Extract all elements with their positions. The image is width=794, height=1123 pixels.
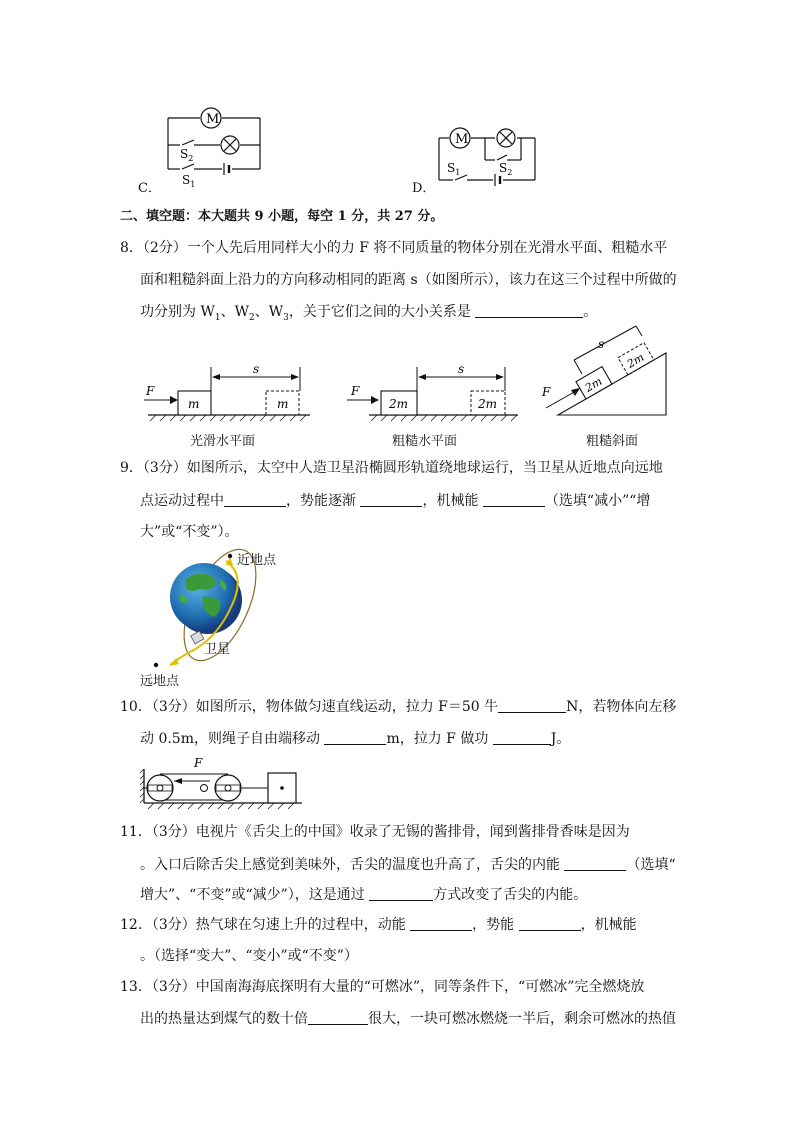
answer-blank[interactable] — [498, 698, 566, 713]
answer-blank[interactable] — [308, 1010, 368, 1025]
switch-s1-label: $S_1$ — [182, 173, 196, 189]
motor-label: M — [206, 112, 220, 127]
q13-line-2: 出的热量达到煤气的数十倍 很大，一块可燃冰燃烧一半后，剩余可燃冰的热值 — [140, 1011, 676, 1027]
mass-label: 2m — [582, 374, 605, 395]
q11-line-1: 11．（3分）电视片《舌尖上的中国》收录了无锡的酱排骨，闻到酱排骨香味是因为 — [120, 824, 630, 840]
circuit-diagram-d — [435, 120, 545, 185]
force-label: F — [194, 756, 203, 770]
q9-line-3: 大”或“不变”）。 — [140, 524, 239, 540]
q9-line-2: 点运动过程中 ，势能逐渐 ，机械能 （选填“减小”“增 — [140, 493, 651, 509]
q9-line-1: 9．（3分）如图所示，太空中人造卫星沿椭圆形轨道绕地球运行，当卫星从近地点向远地 — [120, 460, 663, 476]
switch-s2-label: $S_2$ — [499, 161, 513, 177]
answer-blank[interactable] — [224, 492, 286, 507]
mass-label: m — [188, 397, 200, 411]
mass-label: m — [277, 397, 289, 411]
answer-blank[interactable] — [369, 886, 433, 901]
option-d-label: D． — [412, 181, 436, 196]
switch-s1-label: $S_1$ — [447, 161, 461, 177]
answer-blank[interactable] — [475, 303, 583, 318]
option-c-label: C． — [138, 181, 161, 196]
answer-blank[interactable] — [410, 916, 472, 931]
circuit-diagram-c — [160, 100, 270, 189]
fig-caption: 光滑水平面 — [190, 434, 256, 449]
answer-blank[interactable] — [360, 492, 422, 507]
pulley-figure — [140, 755, 305, 810]
distance-label: s — [253, 362, 260, 376]
apogee-label: 远地点 — [140, 674, 180, 689]
distance-label: s — [458, 362, 465, 376]
q10-line-1: 10．（3分）如图所示，物体做匀速直线运动，拉力 F＝50 牛 N，若物体向左移 — [120, 699, 677, 715]
rough-incline-figure — [538, 326, 673, 426]
answer-blank[interactable] — [324, 730, 386, 745]
q10-line-2: 动 0.5m，则绳子自由端移动 m，拉力 F 做功 J。 — [140, 731, 571, 747]
q8-line-2: 面和粗糙斜面上沿力的方向移动相同的距离 s（如图所示），该力在这三个过程中所做的 — [140, 272, 677, 288]
mass-label: 2m — [478, 397, 498, 411]
rough-plane-figure — [343, 355, 523, 425]
switch-s2-label: $S_2$ — [180, 147, 194, 163]
answer-blank[interactable] — [519, 916, 581, 931]
answer-blank[interactable] — [483, 492, 545, 507]
mass-label: 2m — [389, 397, 409, 411]
fig-caption: 粗糙斜面 — [586, 434, 639, 449]
fig-caption: 粗糙水平面 — [392, 434, 458, 449]
satellite-label: 卫星 — [204, 642, 231, 657]
section-title: 二、填空题：本大题共 9 小题，每空 1 分，共 27 分。 — [120, 209, 444, 224]
q8-line-1: 8．（2分）一个人先后用同样大小的力 F 将不同质量的物体分别在光滑水平面、粗糙水平 — [120, 240, 668, 256]
motor-label: M — [455, 132, 469, 147]
q12-line-1: 12．（3分）热气球在匀速上升的过程中，动能 ，势能 ，机械能 — [120, 917, 637, 933]
force-label: F — [351, 384, 360, 398]
smooth-plane-figure — [140, 355, 315, 425]
mass-label: 2m — [624, 350, 647, 371]
q11-line-3: 增大”、“不变”或“减少”），这是通过 方式改变了舌尖的内能。 — [140, 887, 588, 903]
answer-blank[interactable] — [564, 856, 626, 871]
perigee-label: 近地点 — [237, 553, 277, 568]
distance-label: s — [598, 337, 605, 351]
q12-line-2: 。（选择“变大”、“变小”或“不变”） — [140, 948, 358, 964]
answer-blank[interactable] — [493, 730, 551, 745]
force-label: F — [146, 384, 155, 398]
q13-line-1: 13．（3分）中国南海海底探明有大量的“可燃冰”，同等条件下，“可燃冰”完全燃烧放 — [120, 979, 645, 995]
force-label: F — [542, 385, 551, 399]
q11-line-2: 。入口后除舌尖上感觉到美味外，舌尖的温度也升高了，舌尖的内能 （选填“ — [140, 857, 676, 873]
q8-line-3: 功分别为 $W_1$、$W_2$、$W_3$，关于它们之间的大小关系是 。 — [140, 304, 598, 323]
